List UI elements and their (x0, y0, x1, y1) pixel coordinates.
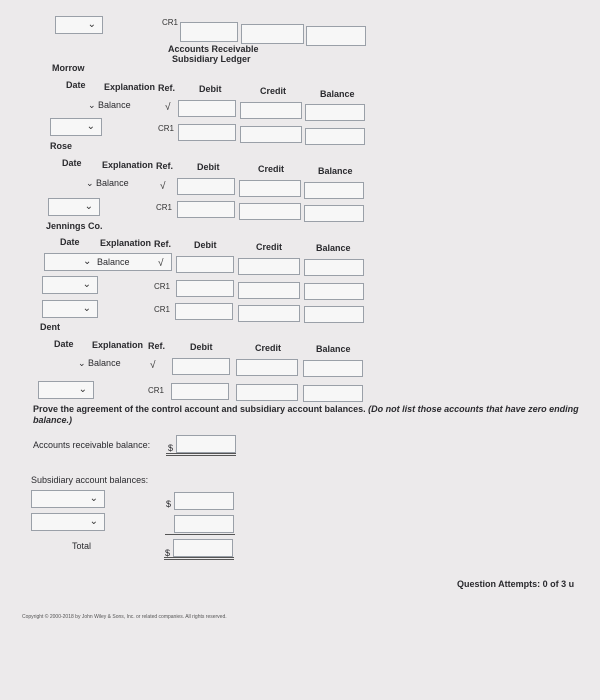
credit-input[interactable] (239, 203, 301, 220)
copyright: Copyright © 2000-2018 by John Wiley & Sons, Inc. or related companies. All rights reserved. (22, 614, 227, 620)
ref-cr1: CR1 (154, 282, 171, 291)
debit-input-top[interactable] (180, 22, 238, 42)
total-label: Total (72, 541, 92, 551)
debit-input[interactable] (177, 201, 235, 218)
subsidiary-amount-input-1[interactable] (174, 492, 234, 510)
col-balance: Balance (320, 89, 355, 99)
col-debit: Debit (197, 162, 220, 172)
ar-balance-input[interactable] (176, 435, 236, 453)
col-credit: Credit (258, 164, 285, 174)
col-ref: Ref. (148, 341, 166, 351)
col-balance: Balance (316, 243, 351, 253)
debit-input[interactable] (177, 178, 235, 195)
col-ref: Ref. (156, 161, 174, 171)
customer-name: Morrow (52, 63, 85, 73)
balance-input[interactable] (304, 283, 364, 300)
debit-input[interactable] (178, 124, 236, 141)
chevron-down-icon: ⌄ (89, 515, 98, 527)
chevron-down-icon: ⌄ (89, 492, 98, 504)
ref-cr1: CR1 (158, 124, 175, 133)
col-explanation: Explanation (100, 238, 152, 248)
balance-input[interactable] (304, 182, 364, 199)
col-date: Date (54, 339, 74, 349)
ar-balance-underline (166, 453, 236, 456)
balance-input[interactable] (304, 205, 364, 222)
debit-input[interactable] (176, 256, 234, 273)
chevron-down-icon: ⌄ (87, 18, 96, 30)
balance-row-select[interactable]: ⌄ Balance (78, 358, 121, 368)
ref-cr1: CR1 (148, 386, 165, 395)
debit-input[interactable] (172, 358, 230, 375)
credit-input[interactable] (240, 102, 302, 119)
chevron-down-icon: ⌄ (83, 256, 92, 267)
debit-input[interactable] (178, 100, 236, 117)
col-date: Date (60, 237, 80, 247)
chevron-down-icon: ⌄ (84, 200, 93, 212)
credit-input[interactable] (236, 384, 298, 401)
subtotal-underline (165, 534, 235, 535)
col-credit: Credit (255, 343, 282, 353)
ref-cr1-top: CR1 (162, 18, 179, 27)
col-ref: Ref. (154, 239, 172, 249)
chevron-down-icon: ⌄ (86, 120, 95, 132)
col-debit: Debit (199, 84, 222, 94)
balance-input[interactable] (303, 360, 363, 377)
credit-input[interactable] (239, 180, 301, 197)
checkmark: √ (165, 102, 171, 113)
ar-balance-label: Accounts receivable balance: (33, 440, 151, 450)
balance-input[interactable] (305, 104, 365, 121)
customer-name: Jennings Co. (46, 221, 103, 231)
credit-input[interactable] (236, 359, 298, 376)
currency-symbol: $ (168, 443, 174, 453)
total-underline (164, 557, 234, 560)
date-select-balance[interactable]: ⌄ Balance (44, 253, 172, 271)
date-select-top[interactable] (55, 16, 103, 34)
balance-row-select[interactable]: ⌄ Balance (86, 178, 129, 188)
credit-input-top[interactable] (241, 24, 304, 44)
total-input[interactable] (173, 539, 233, 557)
col-balance: Balance (316, 344, 351, 354)
credit-input[interactable] (238, 258, 300, 275)
balance-input-top[interactable] (306, 26, 366, 46)
balance-input[interactable] (304, 259, 364, 276)
col-explanation: Explanation (104, 82, 156, 92)
subsidiary-account-select-1[interactable] (31, 490, 105, 508)
debit-input[interactable] (176, 280, 234, 297)
chevron-down-icon: ⌄ (82, 302, 91, 314)
col-explanation: Explanation (102, 160, 154, 170)
chevron-down-icon: ⌄ (86, 178, 97, 188)
debit-input[interactable] (175, 303, 233, 320)
date-select[interactable] (38, 381, 94, 399)
chevron-down-icon: ⌄ (78, 358, 89, 368)
col-ref: Ref. (158, 83, 176, 93)
checkmark: √ (160, 181, 166, 192)
balance-input[interactable] (304, 306, 364, 323)
col-date: Date (66, 80, 86, 90)
customer-name: Dent (40, 322, 60, 332)
currency-symbol: $ (165, 548, 171, 558)
ledger-subtitle: Subsidiary Ledger (172, 54, 251, 64)
credit-input[interactable] (238, 282, 300, 299)
col-date: Date (62, 158, 82, 168)
question-attempts: Question Attempts: 0 of 3 u (457, 579, 575, 589)
col-credit: Credit (260, 86, 287, 96)
customer-name: Rose (50, 141, 73, 151)
checkmark: √ (158, 258, 164, 269)
balance-row-select[interactable]: ⌄ Balance (88, 100, 131, 110)
date-select[interactable] (50, 118, 102, 136)
credit-input[interactable] (240, 126, 302, 143)
currency-symbol: $ (166, 499, 172, 509)
subsidiary-label: Subsidiary account balances: (31, 475, 149, 485)
debit-input[interactable] (171, 383, 229, 400)
ledger-title: Accounts Receivable (168, 44, 259, 54)
date-select[interactable] (42, 300, 98, 318)
date-select[interactable] (42, 276, 98, 294)
subsidiary-account-select-2[interactable] (31, 513, 105, 531)
chevron-down-icon: ⌄ (88, 100, 99, 110)
prove-instruction: Prove the agreement of the control account and subsidiary account balances. (Do not list those accounts that have zero ending balance.) (33, 404, 579, 425)
balance-input[interactable] (303, 385, 363, 402)
subsidiary-amount-input-2[interactable] (174, 515, 234, 533)
col-debit: Debit (194, 240, 217, 250)
chevron-down-icon: ⌄ (78, 383, 87, 395)
ref-cr1: CR1 (156, 203, 173, 212)
chevron-down-icon: ⌄ (82, 278, 91, 290)
col-balance: Balance (318, 166, 353, 176)
col-debit: Debit (190, 342, 213, 352)
col-credit: Credit (256, 242, 283, 252)
credit-input[interactable] (238, 305, 300, 322)
balance-input[interactable] (305, 128, 365, 145)
col-explanation: Explanation (92, 340, 144, 350)
checkmark: √ (150, 360, 156, 371)
date-select[interactable] (48, 198, 100, 216)
ref-cr1: CR1 (154, 305, 171, 314)
